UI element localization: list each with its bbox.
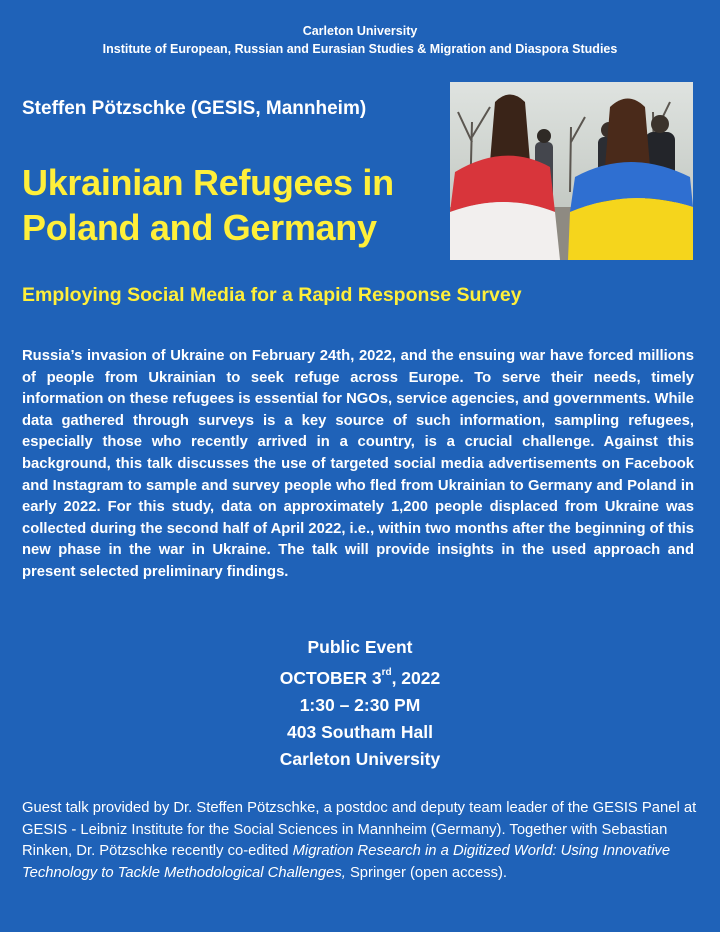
bio-text-1: Guest talk provided by Dr. Steffen Pötzschke, a postdoc and deputy team leader of the GESIS Panel at GESIS - Leibniz Institute for the Social Sciences in Mannheim (Germany). Together with Sebastian Rinken, Dr. Pötzschke recently co-edited: [22, 800, 697, 860]
header: [0, 22, 720, 58]
event-date: [0, 661, 720, 692]
abstract-paragraph: Russia’s invasion of Ukraine on February 24th, 2022, and the ensuing war have forced millions of people from Ukrainian to seek refuge across Europe. To serve their needs, timely information on these refugees is essential for NGOs, service agencies, and governments. While data gathered through surveys is a key source of such information, sampling refugees, especially those who recently arrived in a country, is a crucial challenge. Against this background, this talk discusses the use of targeted social media advertisements on Facebook and Instagram to sample and survey people who fled from Ukrainian to Germany and Poland in early 2022. For this study, data on approximately 1,200 people displaced from Ukraine was collected during the second half of April 2022, i.e., within two months after the beginning of this new phase in the war in Ukraine. The talk will provide insights in the used approach and present selected preliminary findings.: [22, 348, 694, 580]
title-line-2: Poland and Germany: [22, 207, 377, 248]
event-time: 1:30 – 2:30 PM: [299, 694, 421, 715]
page-title: [22, 160, 442, 250]
speaker-name: Steffen Pötzschke (GESIS, Mannheim): [22, 98, 367, 119]
subtitle: Employing Social Media for a Rapid Response Survey: [22, 284, 522, 306]
institutes-line: Institute of European, Russian and Eurasian Studies & Migration and Diaspora Studies: [102, 42, 618, 56]
event-date-suffix: rd: [381, 667, 392, 678]
title-line-1: Ukrainian Refugees in: [22, 162, 394, 203]
event-details: [0, 634, 720, 773]
event-room: 403 Southam Hall: [287, 721, 433, 742]
event-venue: Carleton University: [279, 748, 441, 769]
book-title: Migration Research in a Digitized World: Using Innovative Technology to Tackle Methodological Challenges,: [22, 843, 671, 881]
university-name: Carleton University: [302, 24, 418, 38]
speaker-bio: [22, 798, 698, 884]
event-label: Public Event: [307, 637, 413, 657]
refugees-photo: [450, 82, 693, 260]
event-date-main: OCTOBER 3: [279, 667, 382, 688]
event-date-year: , 2022: [391, 667, 441, 688]
bio-text-2: Springer (open access).: [345, 864, 508, 881]
refugees-photo-illustration: [450, 82, 693, 260]
